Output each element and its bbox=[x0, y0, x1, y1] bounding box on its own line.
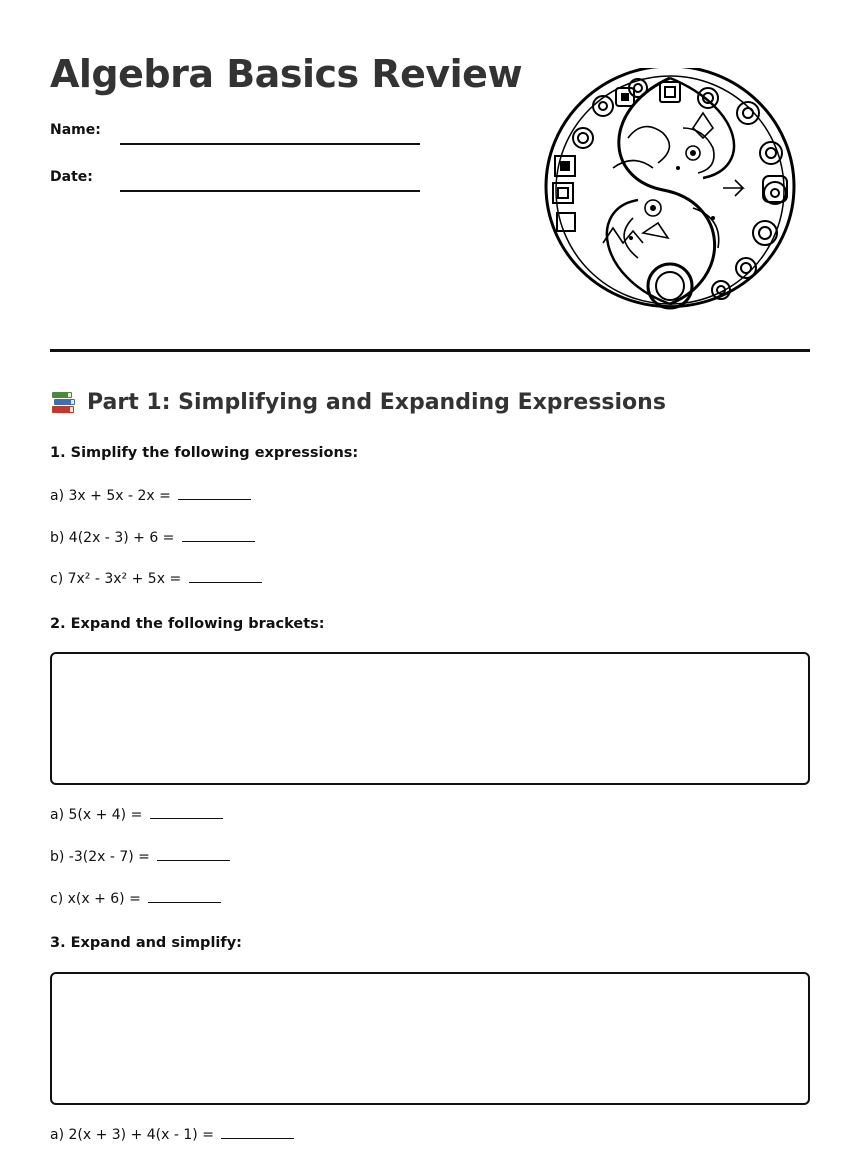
answer-blank[interactable] bbox=[189, 570, 262, 583]
q1-item-a-text: a) 3x + 5x - 2x = bbox=[50, 488, 176, 504]
q2-item-c bbox=[50, 890, 221, 907]
q2-heading: 2. Expand the following brackets: bbox=[50, 616, 325, 632]
date-field-line[interactable] bbox=[120, 190, 420, 192]
answer-blank[interactable] bbox=[148, 890, 221, 903]
q1-item-b-text: b) 4(2x - 3) + 6 = bbox=[50, 530, 179, 546]
answer-blank[interactable] bbox=[150, 806, 223, 819]
q1-item-b bbox=[50, 529, 255, 546]
name-field-line[interactable] bbox=[120, 143, 420, 145]
answer-blank[interactable] bbox=[157, 848, 230, 861]
header-divider bbox=[50, 349, 810, 352]
q3-heading: 3. Expand and simplify: bbox=[50, 935, 242, 951]
q3-item-a-text: a) 2(x + 3) + 4(x - 1) = bbox=[50, 1127, 219, 1143]
books-icon bbox=[50, 389, 77, 415]
part1-title: Part 1: Simplifying and Expanding Expressions bbox=[87, 389, 666, 415]
worksheet-title: Algebra Basics Review bbox=[50, 52, 523, 96]
q2-item-a-text: a) 5(x + 4) = bbox=[50, 807, 147, 823]
answer-blank[interactable] bbox=[182, 529, 255, 542]
q2-item-b-text: b) -3(2x - 7) = bbox=[50, 849, 155, 865]
q1-item-c-text: c) 7x² - 3x² + 5x = bbox=[50, 571, 186, 587]
q1-item-c bbox=[50, 570, 262, 587]
name-label: Name: bbox=[50, 122, 101, 138]
part1-heading bbox=[50, 389, 666, 415]
q1-item-a bbox=[50, 487, 251, 504]
q2-item-a bbox=[50, 806, 223, 823]
q3-work-box[interactable] bbox=[50, 972, 810, 1105]
decorative-mandala-emblem bbox=[543, 68, 797, 314]
q2-item-c-text: c) x(x + 6) = bbox=[50, 891, 146, 907]
q2-work-box[interactable] bbox=[50, 652, 810, 785]
answer-blank[interactable] bbox=[178, 487, 251, 500]
q2-item-b bbox=[50, 848, 230, 865]
answer-blank[interactable] bbox=[221, 1126, 294, 1139]
date-label: Date: bbox=[50, 169, 93, 185]
q1-heading: 1. Simplify the following expressions: bbox=[50, 445, 359, 461]
q3-item-a bbox=[50, 1126, 294, 1143]
